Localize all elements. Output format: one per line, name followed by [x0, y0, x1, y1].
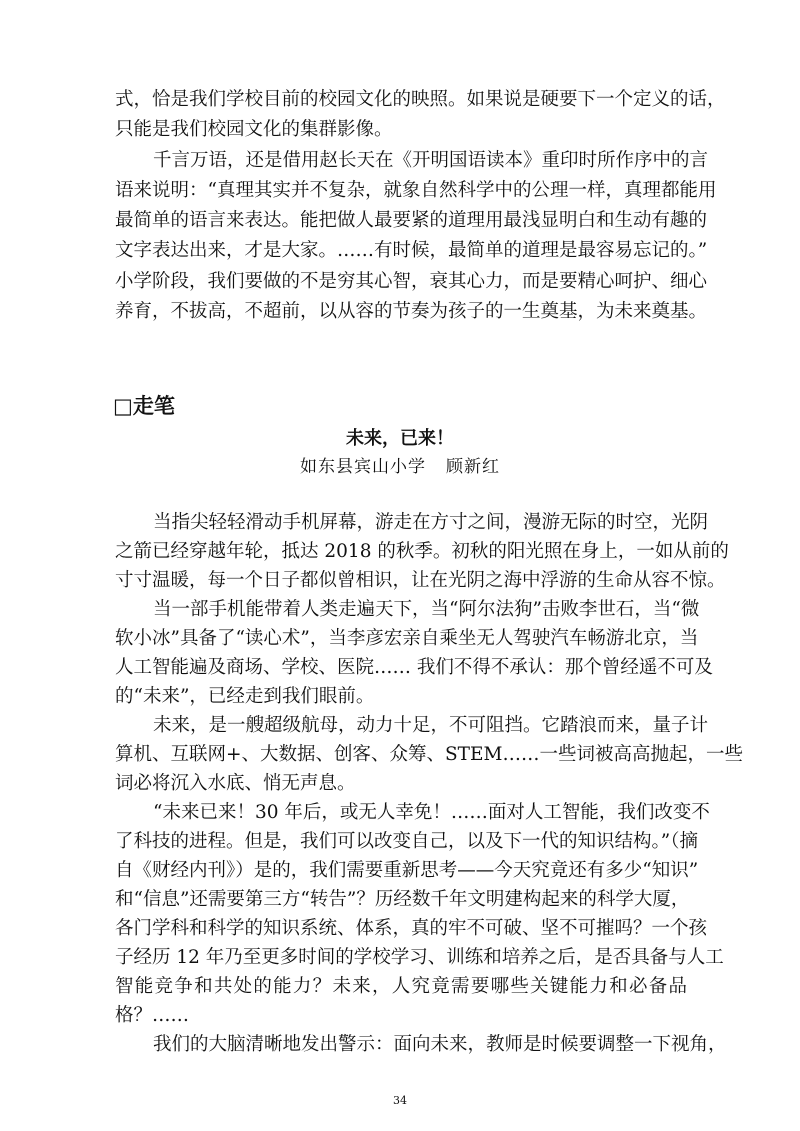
text-line: 之箭已经穿越年轮，抵达 2018 的秋季。初秋的阳光照在身上，一如从前的: [115, 541, 729, 562]
text-line: 算机、互联网+、大数据、创客、众筹、STEM……一些词被高高抛起，一些: [115, 744, 743, 765]
text-line: 寸寸温暖，每一个日子都似曾相识，让在光阴之海中浮游的生命从容不惊。: [115, 570, 726, 591]
text-line: 的“未来”，已经走到我们眼前。: [115, 686, 375, 707]
previous-article-ending: [115, 85, 726, 327]
text-line: 了科技的进程。但是，我们可以改变自己，以及下一代的知识结构。”（摘: [115, 831, 698, 852]
section-heading: □走笔: [113, 394, 175, 418]
text-line: 当一部手机能带着人类走遍天下，当“阿尔法狗”击败李世石，当“微: [153, 599, 700, 620]
text-line: 小学阶段，我们要做的不是穷其心智，衰其心力，而是要精心呵护、细心: [115, 270, 708, 292]
article-body: [115, 508, 743, 1059]
text-line: 当指尖轻轻滑动手机屏幕，游走在方寸之间，漫游无际的时空，光阴: [153, 512, 709, 533]
text-line: 养育，不拔高，不超前，以从容的节奏为孩子的一生奠基，为未来奠基。: [115, 301, 708, 323]
text-line: 子经历 12 年乃至更多时间的学校学习、训练和培养之后，是否具备与人工: [115, 947, 724, 968]
article-byline: [0, 452, 800, 477]
text-line: 千言万语，还是借用赵长天在《开明国语读本》重印时所作序中的言: [153, 149, 709, 171]
paragraph: [115, 146, 717, 328]
text-line: 智能竞争和共处的能力？未来，人究竟需要哪些关键能力和必备品: [115, 976, 687, 997]
paragraph: [115, 1030, 727, 1059]
paragraph: [115, 85, 726, 146]
author-school: 如东县宾山小学: [300, 457, 426, 477]
text-line: 只能是我们校园文化的集群影像。: [115, 119, 393, 141]
text-line: 文字表达出来，才是大家。……有时候，最简单的道理是最容易忘记的。”: [115, 240, 708, 262]
text-line: “未来已来！30 年后，或无人幸免！……面对人工智能，我们改变不: [153, 802, 710, 823]
paragraph: [115, 595, 713, 711]
article-title: 未来，已来！: [346, 428, 454, 449]
paragraph: [115, 711, 743, 798]
text-line: 最简单的语言来表达。能把做人最要紧的道理用最浅显明白和生动有趣的: [115, 210, 708, 232]
text-line: 和“信息”还需要第三方“转告”？历经数千年文明建构起来的科学大厦，: [115, 889, 690, 910]
text-line: 词必将沉入水底、悄无声息。: [115, 773, 356, 794]
text-line: 自《财经内刊》）是的，我们需要重新思考——今天究竟还有多少“知识”: [115, 860, 699, 881]
paragraph: [115, 508, 729, 595]
page-number: 34: [393, 1094, 407, 1107]
text-line: 式，恰是我们学校目前的校园文化的映照。如果说是硬要下一个定义的话，: [115, 89, 726, 110]
text-line: 语来说明：“真理其实并不复杂，就象自然科学中的公理一样，真理都能用: [115, 179, 717, 201]
text-line: 各门学科和科学的知识系统、体系，真的牢不可破、坚不可摧吗？一个孩: [115, 918, 708, 939]
paragraph: [115, 798, 724, 1030]
author-name: 顾新红: [446, 457, 500, 477]
text-line: 格？……: [115, 1005, 190, 1026]
text-line: 软小冰”具备了“读心术”，当李彦宏亲自乘坐无人驾驶汽车畅游北京，当: [115, 628, 699, 649]
text-line: 未来，是一艘超级航母，动力十足，不可阻挡。它踏浪而来，量子计: [153, 715, 709, 736]
text-line: 人工智能遍及商场、学校、医院…… 我们不得不承认：那个曾经遥不可及: [115, 657, 713, 678]
text-line: 我们的大脑清晰地发出警示：面向未来，教师是时候要调整一下视角，: [153, 1034, 727, 1055]
